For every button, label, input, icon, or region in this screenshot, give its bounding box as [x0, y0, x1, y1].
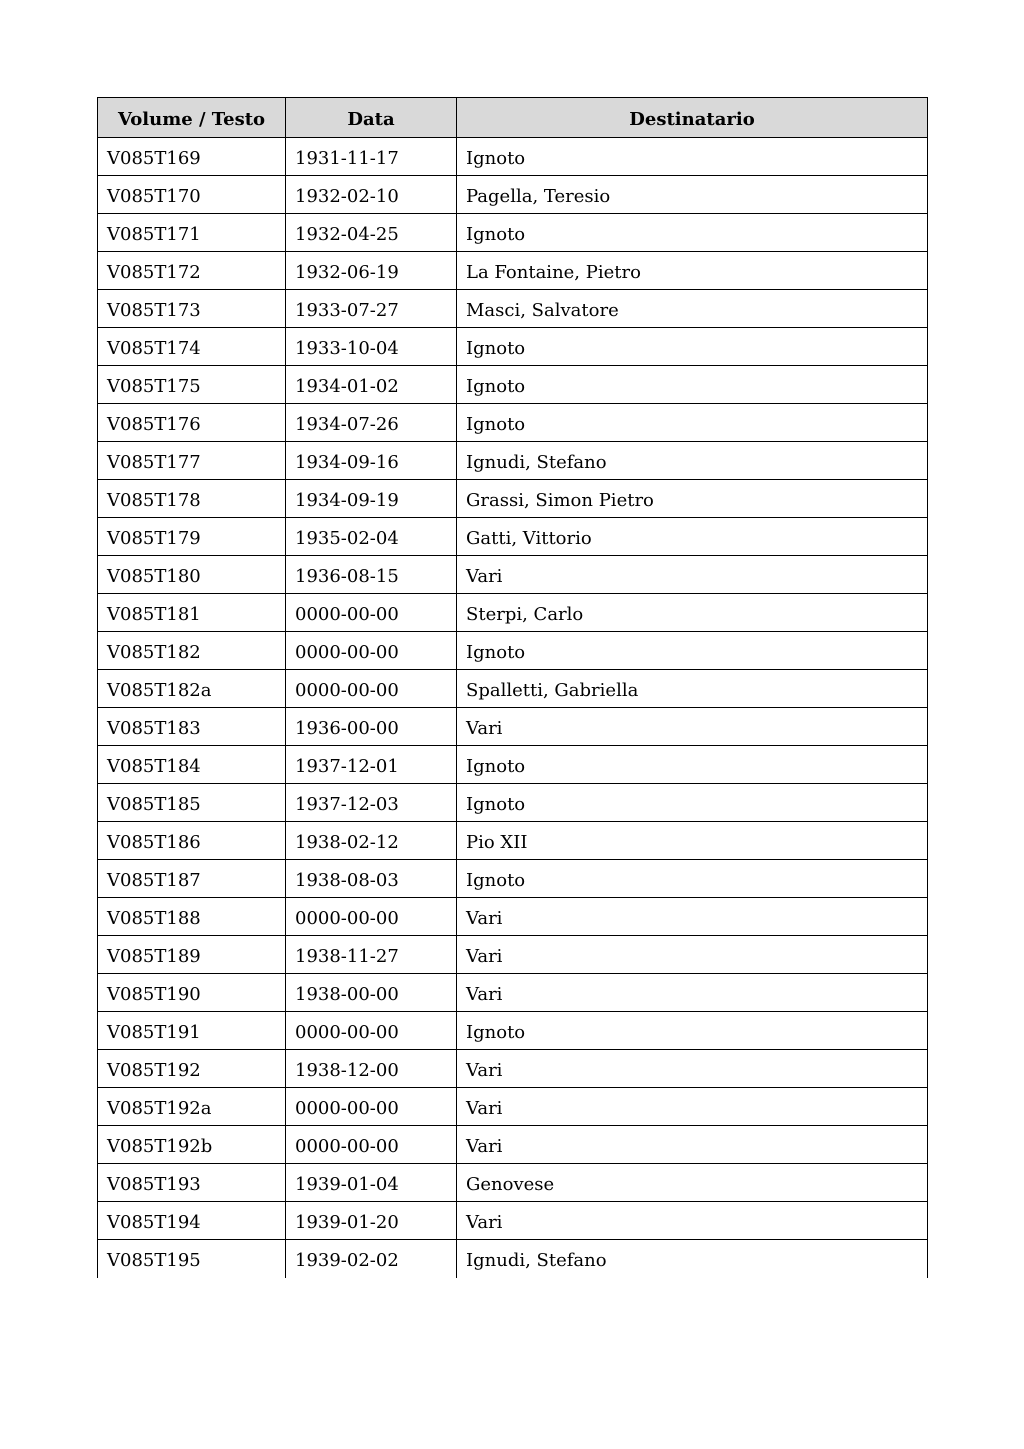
cell-volume-testo: V085T189: [98, 936, 286, 974]
column-header-volume-testo: Volume / Testo: [98, 98, 286, 138]
table-row: [98, 594, 928, 632]
cell-destinatario: Ignudi, Stefano: [457, 442, 928, 480]
table-row: [98, 1012, 928, 1050]
cell-volume-testo: V085T183: [98, 708, 286, 746]
cell-data: 1932-04-25: [286, 214, 457, 252]
cell-destinatario: Ignoto: [457, 138, 928, 176]
cell-data: 0000-00-00: [286, 1088, 457, 1126]
cell-volume-testo: V085T182: [98, 632, 286, 670]
cell-destinatario: Gatti, Vittorio: [457, 518, 928, 556]
cell-data: 1936-00-00: [286, 708, 457, 746]
table-row: [98, 442, 928, 480]
cell-volume-testo: V085T191: [98, 1012, 286, 1050]
cell-volume-testo: V085T193: [98, 1164, 286, 1202]
cell-destinatario: Ignoto: [457, 860, 928, 898]
cell-destinatario: Ignoto: [457, 1012, 928, 1050]
cell-destinatario: Ignudi, Stefano: [457, 1240, 928, 1278]
table-row: [98, 822, 928, 860]
cell-data: 1934-01-02: [286, 366, 457, 404]
cell-data: 1935-02-04: [286, 518, 457, 556]
cell-destinatario: Ignoto: [457, 632, 928, 670]
cell-destinatario: Vari: [457, 898, 928, 936]
cell-destinatario: Ignoto: [457, 328, 928, 366]
letters-table-container: [97, 97, 927, 1278]
cell-destinatario: Pagella, Teresio: [457, 176, 928, 214]
cell-data: 1939-02-02: [286, 1240, 457, 1278]
cell-data: 1932-02-10: [286, 176, 457, 214]
table-row: [98, 518, 928, 556]
cell-data: 0000-00-00: [286, 594, 457, 632]
cell-destinatario: Grassi, Simon Pietro: [457, 480, 928, 518]
letters-table: [97, 97, 928, 1278]
cell-volume-testo: V085T192b: [98, 1126, 286, 1164]
table-row: [98, 974, 928, 1012]
table-row: [98, 366, 928, 404]
cell-destinatario: Vari: [457, 1088, 928, 1126]
cell-destinatario: Vari: [457, 974, 928, 1012]
cell-volume-testo: V085T195: [98, 1240, 286, 1278]
cell-volume-testo: V085T180: [98, 556, 286, 594]
table-header: [98, 98, 928, 138]
cell-volume-testo: V085T171: [98, 214, 286, 252]
cell-volume-testo: V085T190: [98, 974, 286, 1012]
cell-volume-testo: V085T169: [98, 138, 286, 176]
cell-volume-testo: V085T178: [98, 480, 286, 518]
table-row: [98, 708, 928, 746]
column-header-data: Data: [286, 98, 457, 138]
cell-destinatario: Masci, Salvatore: [457, 290, 928, 328]
table-row: [98, 214, 928, 252]
table-row: [98, 556, 928, 594]
table-row: [98, 1050, 928, 1088]
cell-volume-testo: V085T181: [98, 594, 286, 632]
cell-destinatario: Vari: [457, 1050, 928, 1088]
cell-volume-testo: V085T194: [98, 1202, 286, 1240]
table-row: [98, 252, 928, 290]
table-row: [98, 290, 928, 328]
cell-volume-testo: V085T172: [98, 252, 286, 290]
cell-data: 0000-00-00: [286, 632, 457, 670]
cell-data: 1936-08-15: [286, 556, 457, 594]
cell-data: 1938-00-00: [286, 974, 457, 1012]
table-row: [98, 784, 928, 822]
table-row: [98, 746, 928, 784]
cell-destinatario: Pio XII: [457, 822, 928, 860]
table-row: [98, 632, 928, 670]
table-row: [98, 1126, 928, 1164]
cell-volume-testo: V085T188: [98, 898, 286, 936]
table-body: [98, 138, 928, 1278]
cell-destinatario: Spalletti, Gabriella: [457, 670, 928, 708]
cell-destinatario: Vari: [457, 556, 928, 594]
cell-destinatario: Ignoto: [457, 746, 928, 784]
cell-destinatario: Ignoto: [457, 404, 928, 442]
cell-destinatario: Vari: [457, 936, 928, 974]
cell-volume-testo: V085T192a: [98, 1088, 286, 1126]
cell-data: 0000-00-00: [286, 1126, 457, 1164]
cell-data: 1933-07-27: [286, 290, 457, 328]
cell-volume-testo: V085T186: [98, 822, 286, 860]
cell-data: 1931-11-17: [286, 138, 457, 176]
cell-destinatario: Vari: [457, 708, 928, 746]
table-row: [98, 176, 928, 214]
cell-destinatario: Ignoto: [457, 784, 928, 822]
table-row: [98, 328, 928, 366]
cell-data: 1938-02-12: [286, 822, 457, 860]
cell-volume-testo: V085T173: [98, 290, 286, 328]
cell-volume-testo: V085T174: [98, 328, 286, 366]
table-row: [98, 1164, 928, 1202]
cell-data: 1939-01-20: [286, 1202, 457, 1240]
cell-volume-testo: V085T185: [98, 784, 286, 822]
table-row: [98, 1088, 928, 1126]
table-row: [98, 936, 928, 974]
cell-volume-testo: V085T177: [98, 442, 286, 480]
cell-volume-testo: V085T175: [98, 366, 286, 404]
cell-data: 0000-00-00: [286, 670, 457, 708]
cell-data: 1934-09-19: [286, 480, 457, 518]
cell-data: 1932-06-19: [286, 252, 457, 290]
cell-data: 1938-11-27: [286, 936, 457, 974]
cell-volume-testo: V085T187: [98, 860, 286, 898]
table-row: [98, 1240, 928, 1278]
cell-destinatario: Sterpi, Carlo: [457, 594, 928, 632]
cell-data: 0000-00-00: [286, 898, 457, 936]
table-row: [98, 670, 928, 708]
table-row: [98, 860, 928, 898]
cell-destinatario: Vari: [457, 1202, 928, 1240]
cell-volume-testo: V085T192: [98, 1050, 286, 1088]
cell-data: 1934-09-16: [286, 442, 457, 480]
column-header-destinatario: Destinatario: [457, 98, 928, 138]
header-row: [98, 98, 928, 138]
cell-destinatario: Genovese: [457, 1164, 928, 1202]
table-row: [98, 1202, 928, 1240]
table-row: [98, 898, 928, 936]
cell-destinatario: La Fontaine, Pietro: [457, 252, 928, 290]
cell-destinatario: Vari: [457, 1126, 928, 1164]
cell-volume-testo: V085T176: [98, 404, 286, 442]
table-row: [98, 138, 928, 176]
cell-data: 1938-12-00: [286, 1050, 457, 1088]
cell-destinatario: Ignoto: [457, 214, 928, 252]
cell-volume-testo: V085T179: [98, 518, 286, 556]
cell-volume-testo: V085T184: [98, 746, 286, 784]
cell-data: 1939-01-04: [286, 1164, 457, 1202]
cell-data: 1937-12-03: [286, 784, 457, 822]
cell-data: 1933-10-04: [286, 328, 457, 366]
cell-data: 1937-12-01: [286, 746, 457, 784]
cell-volume-testo: V085T182a: [98, 670, 286, 708]
table-row: [98, 480, 928, 518]
table-row: [98, 404, 928, 442]
cell-data: 1938-08-03: [286, 860, 457, 898]
cell-volume-testo: V085T170: [98, 176, 286, 214]
cell-data: 1934-07-26: [286, 404, 457, 442]
cell-destinatario: Ignoto: [457, 366, 928, 404]
cell-data: 0000-00-00: [286, 1012, 457, 1050]
